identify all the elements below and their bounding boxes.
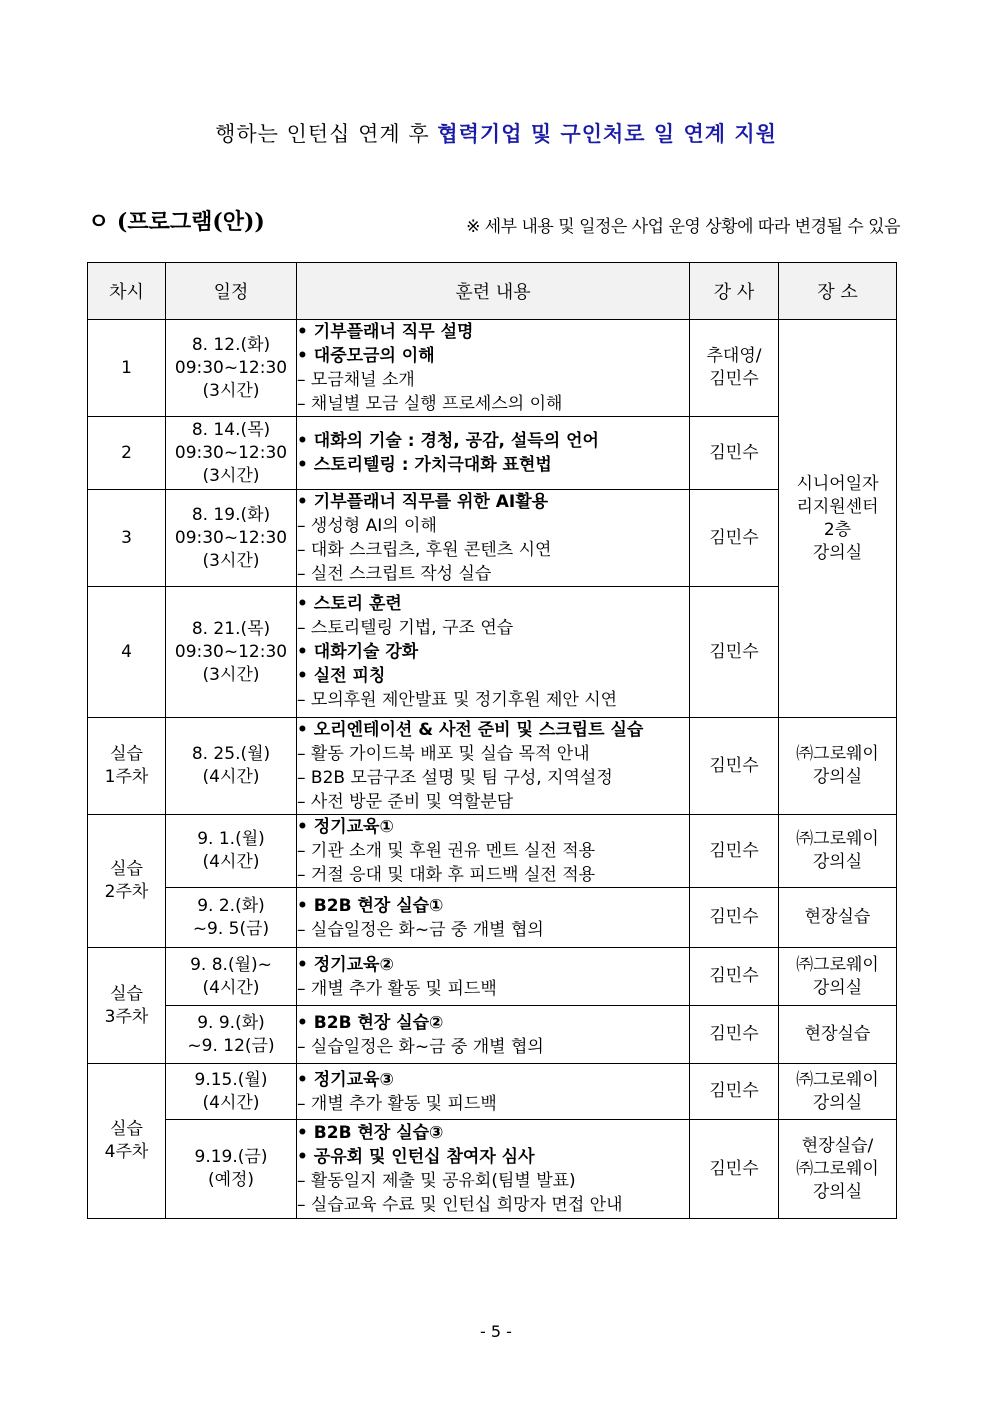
instructor-text: 김민수 xyxy=(709,369,759,389)
content-line: – 실습일정은 화~금 중 개별 협의 xyxy=(297,919,544,940)
content-cell xyxy=(297,815,690,888)
date-text: (4시간) xyxy=(202,852,260,872)
header-content: 훈련 내용 xyxy=(297,263,690,320)
place-text: 현장실습/ xyxy=(801,1135,874,1156)
content-cell xyxy=(297,1120,690,1219)
content-cell xyxy=(297,320,690,417)
content-line: – 생성형 AI의 이해 xyxy=(297,516,437,536)
place-text: 강의실 xyxy=(812,1181,863,1202)
instructor-text: 김민수 xyxy=(709,1081,759,1101)
date-text: (4시간) xyxy=(202,977,260,998)
date-text: 8. 12.(화) xyxy=(191,334,271,355)
session-cell xyxy=(88,718,166,815)
date-text: (4시간) xyxy=(202,1092,260,1113)
place-text: 강의실 xyxy=(812,542,863,563)
content-line: • 스토리 훈련 xyxy=(297,594,402,614)
instructor-text: 김민수 xyxy=(709,907,759,927)
date-text: 09:30~12:30 xyxy=(174,442,288,463)
date-cell xyxy=(166,320,297,417)
content-cell xyxy=(297,587,690,718)
instructor-cell xyxy=(690,888,779,948)
date-text: (3시간) xyxy=(202,380,260,401)
date-text: 8. 19.(화) xyxy=(191,504,271,525)
place-text: ㈜그로웨이 xyxy=(796,744,879,764)
content-line: • 기부플래너 직무를 위한 AI활용 xyxy=(297,492,549,512)
date-text: 09:30~12:30 xyxy=(174,527,288,548)
content-line: • 공유회 및 인턴십 참여자 심사 xyxy=(297,1147,535,1167)
content-line: • 오리엔테이션 & 사전 준비 및 스크립트 실습 xyxy=(297,720,644,740)
content-cell xyxy=(297,948,690,1006)
table-row xyxy=(88,948,897,1006)
session-text: 1주차 xyxy=(104,767,149,787)
date-text: 8. 21.(목) xyxy=(191,618,271,639)
session-cell: 4 xyxy=(88,587,166,718)
intro-plain: 행하는 인턴십 연계 후 xyxy=(215,122,438,146)
date-text: (3시간) xyxy=(202,550,260,571)
instructor-text: 김민수 xyxy=(709,442,759,463)
content-line: – 실습일정은 화~금 중 개별 협의 xyxy=(297,1036,544,1057)
place-cell xyxy=(779,1006,897,1064)
content-line: – 실습교육 수료 및 인턴십 희망자 면접 안내 xyxy=(297,1195,623,1215)
session-cell xyxy=(88,948,166,1064)
intro-line xyxy=(0,118,992,148)
instructor-cell xyxy=(690,320,779,417)
content-line: • 대화의 기술 : 경청, 공감, 설득의 언어 xyxy=(297,431,599,451)
instructor-text: 김민수 xyxy=(709,1158,759,1179)
header-place: 장 소 xyxy=(779,263,897,320)
date-text: (4시간) xyxy=(202,767,260,787)
content-line: – 사전 방문 준비 및 역할분담 xyxy=(297,792,514,812)
instructor-text: 김민수 xyxy=(709,1024,759,1044)
date-text: 9.15.(월) xyxy=(194,1069,268,1090)
instructor-cell xyxy=(690,490,779,587)
instructor-text: 김민수 xyxy=(709,527,759,548)
content-cell xyxy=(297,888,690,948)
date-cell xyxy=(166,718,297,815)
content-line: – B2B 모금구조 설명 및 팀 구성, 지역설정 xyxy=(297,768,613,788)
place-cell xyxy=(779,815,897,888)
date-cell xyxy=(166,1120,297,1219)
date-text: ~9. 12(금) xyxy=(187,1035,275,1056)
table-row xyxy=(88,587,897,718)
place-text: 리지원센터 xyxy=(796,496,879,517)
instructor-cell xyxy=(690,587,779,718)
instructor-text: 김민수 xyxy=(709,641,759,662)
content-line: • 기부플래너 직무 설명 xyxy=(297,322,474,342)
date-text: 9. 1.(월) xyxy=(197,829,265,849)
content-cell xyxy=(297,1064,690,1120)
content-line: – 개별 추가 활동 및 피드백 xyxy=(297,1093,497,1114)
session-text: 실습 xyxy=(110,1119,143,1139)
table-header-row xyxy=(88,263,897,320)
place-cell xyxy=(779,718,897,815)
content-line: • 실전 피칭 xyxy=(297,666,386,686)
session-text: 실습 xyxy=(110,983,143,1004)
table-row xyxy=(88,1064,897,1120)
date-text: 9. 2.(화) xyxy=(197,895,265,916)
date-cell xyxy=(166,587,297,718)
content-line: – 거절 응대 및 대화 후 피드백 실전 적용 xyxy=(297,865,596,885)
instructor-text: 김민수 xyxy=(709,755,759,776)
table-row xyxy=(88,490,897,587)
instructor-cell xyxy=(690,1120,779,1219)
place-text: 강의실 xyxy=(812,767,863,787)
date-text: 9.19.(금) xyxy=(194,1147,268,1167)
table-row xyxy=(88,718,897,815)
content-line: – 활동일지 제출 및 공유회(팀별 발표) xyxy=(297,1171,576,1191)
content-line: – 스토리텔링 기법, 구조 연습 xyxy=(297,618,514,638)
content-line: • 정기교육① xyxy=(297,817,394,837)
session-text: 4주차 xyxy=(104,1142,149,1162)
program-schedule-table xyxy=(87,262,897,1219)
content-cell xyxy=(297,1006,690,1064)
date-text: 9. 9.(화) xyxy=(197,1012,265,1033)
instructor-cell xyxy=(690,948,779,1006)
date-cell xyxy=(166,490,297,587)
content-line: • 스토리텔링 : 가치극대화 표현법 xyxy=(297,455,552,475)
instructor-cell xyxy=(690,417,779,490)
content-cell xyxy=(297,490,690,587)
content-line: – 모금채널 소개 xyxy=(297,370,415,390)
place-text: 현장실습 xyxy=(804,1024,871,1044)
session-cell xyxy=(88,815,166,948)
place-text: ㈜그로웨이 xyxy=(796,1069,879,1090)
table-row xyxy=(88,888,897,948)
instructor-cell xyxy=(690,718,779,815)
session-text: 실습 xyxy=(110,744,143,764)
date-cell xyxy=(166,948,297,1006)
content-line: – 개별 추가 활동 및 피드백 xyxy=(297,978,497,999)
date-text: 9. 8.(월)~ xyxy=(190,954,272,975)
section-heading: ㅇ (프로그램(안)) xyxy=(88,209,265,235)
instructor-cell xyxy=(690,815,779,888)
date-cell xyxy=(166,815,297,888)
content-line: – 모의후원 제안발표 및 정기후원 제안 시연 xyxy=(297,690,618,710)
table-row xyxy=(88,417,897,490)
header-session: 차시 xyxy=(88,263,166,320)
content-line: • 정기교육③ xyxy=(297,1069,394,1090)
table-row xyxy=(88,320,897,417)
table-row xyxy=(88,1120,897,1219)
content-line: – 활동 가이드북 배포 및 실습 목적 안내 xyxy=(297,744,590,764)
place-cell xyxy=(779,948,897,1006)
content-line: • B2B 현장 실습③ xyxy=(297,1123,444,1143)
date-text: (예정) xyxy=(207,1170,255,1190)
date-text: (3시간) xyxy=(202,664,260,685)
header-instructor: 강 사 xyxy=(690,263,779,320)
place-text: 강의실 xyxy=(812,1092,863,1113)
instructor-cell xyxy=(690,1064,779,1120)
content-line: • 정기교육② xyxy=(297,954,394,975)
instructor-text: 김민수 xyxy=(709,840,759,861)
place-cell-shared xyxy=(779,320,897,718)
content-line: – 대화 스크립츠, 후원 콘텐츠 시연 xyxy=(297,540,552,560)
date-text: 8. 14.(목) xyxy=(191,419,271,440)
place-cell xyxy=(779,1120,897,1219)
content-line: • B2B 현장 실습① xyxy=(297,895,444,916)
place-text: 시니어일자 xyxy=(796,473,879,494)
table-row xyxy=(88,815,897,888)
content-line: – 실전 스크립트 작성 실습 xyxy=(297,564,492,584)
session-text: 2주차 xyxy=(104,882,149,902)
date-cell xyxy=(166,1064,297,1120)
session-cell: 3 xyxy=(88,490,166,587)
instructor-cell xyxy=(690,1006,779,1064)
place-text: ㈜그로웨이 xyxy=(796,829,879,849)
place-text: 강의실 xyxy=(812,977,863,998)
place-text: ㈜그로웨이 xyxy=(796,1158,879,1179)
session-text: 실습 xyxy=(110,859,143,879)
content-line: – 채널별 모금 실행 프로세스의 이해 xyxy=(297,394,563,414)
intro-highlight: 협력기업 및 구인처로 일 연계 지원 xyxy=(437,121,777,146)
content-line: • B2B 현장 실습② xyxy=(297,1012,444,1033)
session-cell: 1 xyxy=(88,320,166,417)
date-cell xyxy=(166,888,297,948)
date-text: (3시간) xyxy=(202,465,260,486)
date-text: ~9. 5(금) xyxy=(192,918,270,939)
place-cell xyxy=(779,1064,897,1120)
page-number: - 5 - xyxy=(480,1322,512,1341)
session-cell xyxy=(88,1064,166,1219)
place-cell xyxy=(779,888,897,948)
date-cell xyxy=(166,417,297,490)
instructor-text: 추대영/ xyxy=(706,346,762,366)
table-row xyxy=(88,1006,897,1064)
schedule-note: ※ 세부 내용 및 일정은 사업 운영 상황에 따라 변경될 수 있음 xyxy=(466,217,900,237)
place-text: 2층 xyxy=(823,519,852,540)
content-line: • 대화기술 강화 xyxy=(297,642,419,662)
session-cell: 2 xyxy=(88,417,166,490)
place-text: ㈜그로웨이 xyxy=(796,954,879,975)
place-text: 현장실습 xyxy=(804,907,871,927)
content-cell xyxy=(297,718,690,815)
session-text: 3주차 xyxy=(104,1006,149,1027)
instructor-text: 김민수 xyxy=(709,966,759,986)
content-cell xyxy=(297,417,690,490)
place-text: 강의실 xyxy=(812,852,863,872)
date-text: 09:30~12:30 xyxy=(174,357,288,378)
content-line: – 기관 소개 및 후원 권유 멘트 실전 적용 xyxy=(297,841,596,861)
date-cell xyxy=(166,1006,297,1064)
content-line: • 대중모금의 이해 xyxy=(297,346,435,366)
date-text: 09:30~12:30 xyxy=(174,641,288,662)
date-text: 8. 25.(월) xyxy=(191,744,271,764)
header-date: 일정 xyxy=(166,263,297,320)
